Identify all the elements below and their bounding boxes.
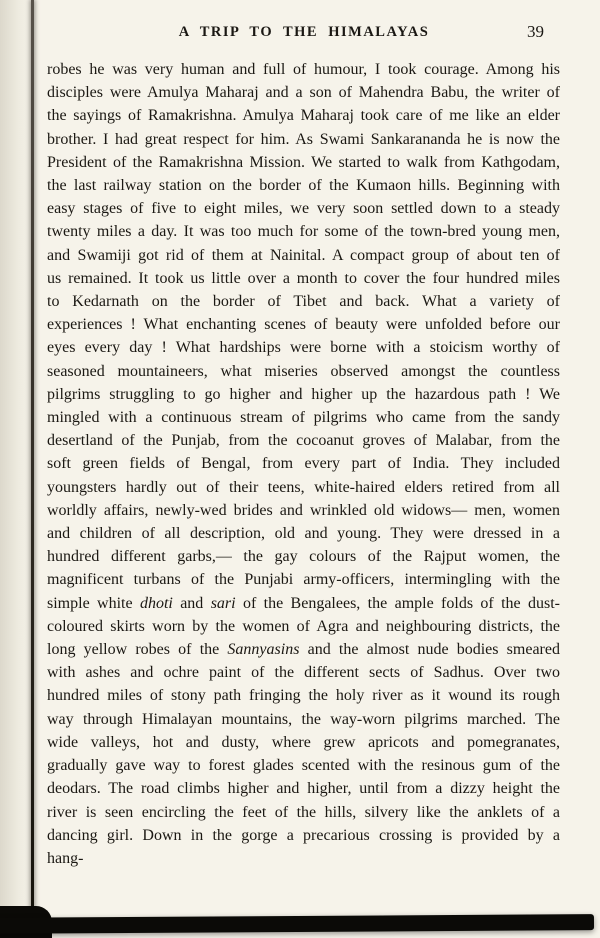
text-run: and <box>172 594 211 612</box>
text-run: and the almost nude bodies smeared with ashes and ochre paint of the different sects of Sadhus. Over two hundred miles of stony path fringing the holy river as it wound its rough way through Himalayan mountains, the way-worn pilgrims marched. The wide valleys, hot and dusty, where grew apricots and pomegranates, gradually gave way to forest glades scented with the resinous gum of the deodars. The road climbs higher and higher, until from a dizzy height the river is seen encircling the feet of the hills, silvery like the anklets of a dancing girl. Down in the gorge a precarious crossing is provided by a hang- <box>47 641 560 867</box>
body-paragraph <box>47 58 560 870</box>
italic-term: sari <box>210 594 236 612</box>
scan-left-shade <box>0 0 34 938</box>
italic-term: dhoti <box>139 594 173 612</box>
scan-left-edge-line <box>31 0 34 938</box>
text-run: of the Bengalees, the ample folds of the dust-coloured skirts worn by the women of Agra and neighbouring districts, the long yellow robes of the <box>47 594 561 659</box>
page-number: 39 <box>527 22 544 41</box>
italic-term: Sannyasins <box>227 641 300 659</box>
running-title: A TRIP TO THE HIMALAYAS <box>178 24 430 40</box>
text-run: robes he was very human and full of humour, I took courage. Among his disciples were Amulya Maharaj and a son of Mahendra Babu, the writer of the sayings of Ramakrishna. Amulya Maharaj took care of me like an elder brother. I had great respect for him. As Swami Sankarananda he is now the President of the Ramakrishna Mission. We started to walk from Kathgodam, the last railway station on the border of the Kumaon hills. Beginning with easy stages of five to eight miles, we very soon settled down to a steady twenty miles a day. It was too much for some of the town-bred young men, and Swamiji got rid of them at Nainital. A compact group of about ten of us remained. It took us little over a month to cover the four hundred miles to Kedarnath on the border of Tibet and back. What a variety of experiences ! What enchanting scenes of beauty were unfolded before our eyes every day ! What hardships were borne with a stoicism worthy of seasoned mountaineers, what miseries observed amongst the countless pilgrims struggling to go higher and higher up the hazardous path ! We mingled with a continuous stream of pilgrims who came from the sandy desertland of the Punjab, from the cocoanut groves of Malabar, from the soft green fields of Bengal, from every part of India. They included youngsters hardly out of their teens, white-haired elders retired from all worldly affairs, newly-wed brides and wrinkled old widows— men, women and children of all description, old and young. They were dressed in a hundred different garbs,— the gay colours of the Rajput women, the magnificent turbans of the Punjabi army-officers, intermingling with the simple white <box>47 61 560 612</box>
scan-bottom-bar <box>0 914 594 934</box>
page-header <box>48 24 560 46</box>
